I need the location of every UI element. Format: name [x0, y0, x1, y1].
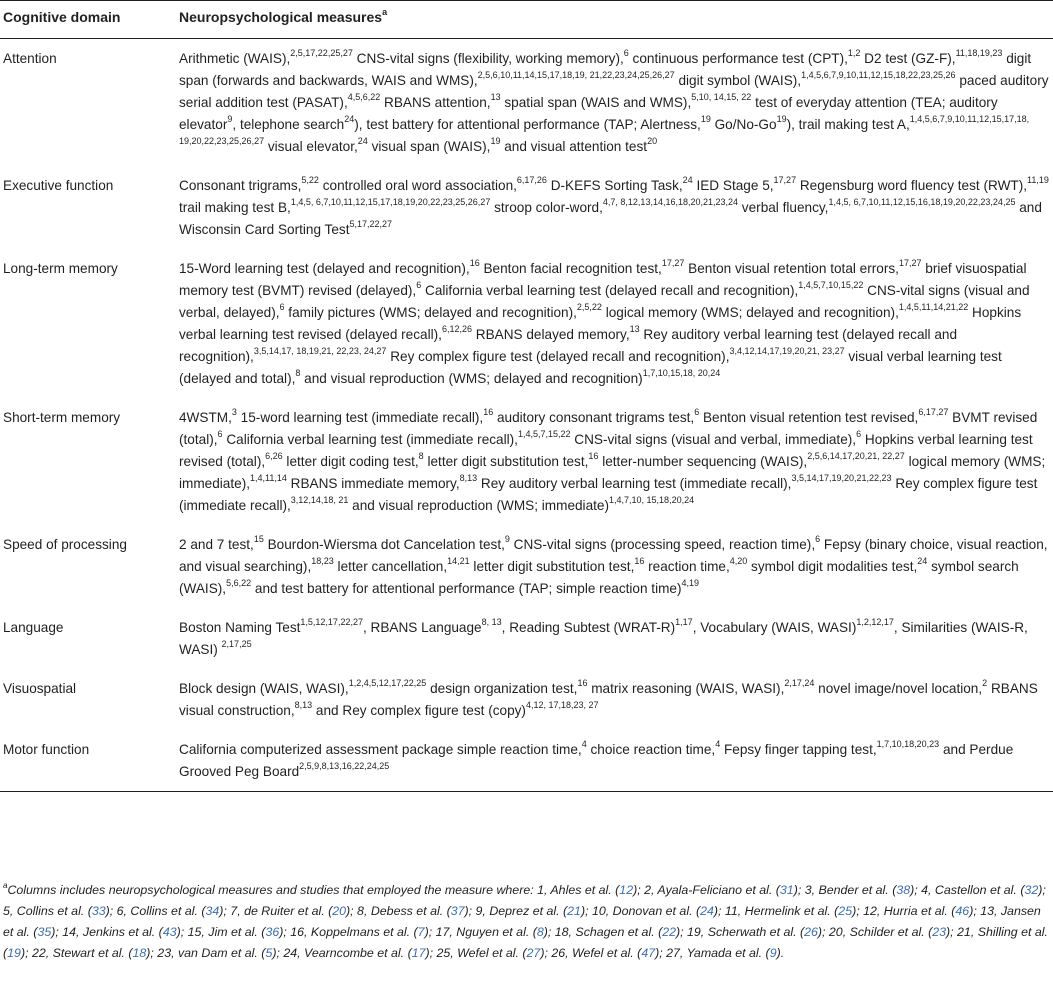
measure-text: novel image/novel location, [814, 681, 983, 696]
citation-superscript: 8 [418, 451, 424, 462]
measure-text: Rey auditory verbal learning test (delayed recall and recognition), [179, 327, 958, 364]
citation-superscript: 6 [815, 534, 821, 545]
measure-text: Block design (WAIS, WASI), [179, 681, 349, 696]
measure-text: stroop color-word, [490, 200, 603, 215]
measure-text: symbol search (WAIS), [179, 559, 1019, 596]
cognitive-domain-cell: Motor function [0, 730, 179, 792]
reference-link[interactable]: 34 [205, 904, 220, 918]
citation-superscript: 1,4,5,6,7,9,10,11,12,15,18,22,23,25,26 [801, 70, 956, 81]
table-row [0, 166, 1053, 249]
measure-text: Go/No-Go [710, 117, 777, 132]
cognitive-domain-cell: Short-term memory [3, 410, 121, 425]
citation-superscript: 17,27 [661, 258, 685, 269]
footnote-segment: ); 15, Jim et al. ( [176, 925, 266, 939]
citation-superscript: 3,5,14,17, 18,19,21, 22,23, 24,27 [253, 346, 387, 357]
citation-superscript: 8 [295, 368, 301, 379]
citation-superscript: 1,4,5,11,14,21,22 [898, 302, 969, 313]
measure-text: RBANS attention, [380, 95, 491, 110]
measure-text: matrix reasoning (WAIS, WASI), [587, 681, 785, 696]
measure-text: Hopkins verbal learning test revised (delayed recall), [179, 305, 1022, 342]
citation-superscript: 2,5,6,14,17,20,21, 22,27 [807, 451, 905, 462]
reference-link[interactable]: 21 [567, 904, 581, 918]
measure-text: verbal fluency, [738, 200, 829, 215]
citation-superscript: 11,18,19,23 [955, 48, 1003, 59]
header-footnote-marker: a [382, 7, 388, 18]
measure-text: letter cancellation, [333, 559, 448, 574]
footnote-marker: a [3, 880, 8, 890]
measure-text: controlled oral word association, [318, 178, 517, 193]
footnote-text [3, 880, 1048, 960]
citation-superscript: 19 [490, 136, 501, 147]
reference-link[interactable]: 25 [838, 904, 853, 918]
citation-superscript: 6 [623, 48, 629, 59]
footnote-segment: ); 4, Castellon et al. ( [910, 883, 1025, 897]
reference-link[interactable]: 38 [896, 883, 911, 897]
table-footnote [3, 880, 1051, 964]
table-row [0, 608, 1053, 669]
reference-link[interactable]: 20 [332, 904, 347, 918]
reference-link[interactable]: 33 [91, 904, 106, 918]
table-row [0, 669, 1053, 730]
table-row [0, 39, 1053, 167]
measure-text: digit span (forwards and backwards, WAIS and WMS), [179, 51, 1032, 88]
measure-text: 2 and 7 test, [179, 537, 254, 552]
reference-link[interactable]: 8 [536, 925, 544, 939]
measures-cell [179, 525, 1053, 608]
citation-superscript: 4,7, 8,12,13,14,16,18,20,21,23,24 [602, 197, 739, 208]
citation-superscript: 2,5,17,22,25,27 [290, 48, 353, 59]
measure-text: CNS-vital signs (visual and verbal, immediate), [570, 432, 857, 447]
measure-text: D-KEFS Sorting Task, [546, 178, 683, 193]
table-row [0, 730, 1053, 792]
measure-text: trail making test B, [179, 200, 291, 215]
footnote-segment: ); 5, Collins et al. ( [3, 883, 1046, 918]
cognitive-domain-cell: Language [3, 620, 64, 635]
measure-text: , Reading Subtest (WRAT-R) [501, 620, 676, 635]
citation-superscript: 1,2 [847, 48, 861, 59]
measure-text: and Perdue Grooved Peg Board [179, 742, 1014, 779]
citation-superscript: 4 [715, 739, 721, 750]
measure-text: symbol digit modalities test, [747, 559, 918, 574]
measure-text: Rey auditory verbal learning test (immediate recall), [477, 476, 792, 491]
table-header-row [0, 1, 1053, 39]
citation-superscript: 18,23 [311, 556, 334, 567]
citation-superscript: 8, 13 [481, 617, 502, 628]
measure-text: 4WSTM, [179, 410, 232, 425]
citation-superscript: 6,12,26 [441, 324, 472, 335]
reference-link[interactable]: 12 [619, 883, 634, 897]
cognitive-domain-cell: Executive function [3, 178, 114, 193]
measure-text: RBANS visual construction, [179, 681, 1038, 718]
reference-link[interactable]: 24 [700, 904, 714, 918]
citation-superscript: 17,27 [773, 175, 797, 186]
measure-text: brief visuospatial memory test (BVMT) revised (delayed), [179, 261, 1027, 298]
citation-superscript: 13 [629, 324, 640, 335]
measure-text: Fepsy finger tapping test, [720, 742, 877, 757]
measure-text: 15-Word learning test (delayed and recognition), [179, 261, 470, 276]
footnote-segment: ); 14, Jenkins et al. ( [51, 925, 163, 939]
measure-text: digit symbol (WAIS), [674, 73, 802, 88]
reference-link[interactable]: 18 [132, 946, 147, 960]
citation-superscript: 9 [227, 114, 233, 125]
footnote-segment: ); 26, Wefel et al. ( [540, 946, 642, 960]
measure-text: D2 test (GZ-F), [860, 51, 956, 66]
measure-text: letter digit substitution test, [423, 454, 589, 469]
measure-text: continuous performance test (CPT), [628, 51, 848, 66]
citation-superscript: 5,10, 14,15, 22 [691, 92, 752, 103]
citation-superscript: 16 [588, 451, 599, 462]
measure-text: design organization test, [426, 681, 578, 696]
measure-text: ), trail making test A, [786, 117, 910, 132]
citation-superscript: 3,4,12,14,17,19,20,21, 23,27 [729, 346, 845, 357]
citation-superscript: 2,17,24 [784, 678, 815, 689]
reference-link[interactable]: 35 [37, 925, 52, 939]
citation-superscript: 8,13 [459, 473, 478, 484]
footnote-segment: ); 9, Deprez et al. ( [464, 904, 568, 918]
footnote-segment: ); 18, Schagen et al. ( [543, 925, 663, 939]
measure-text: auditory consonant trigrams test, [493, 410, 695, 425]
measure-text: visual span (WAIS), [367, 139, 491, 154]
citation-superscript: 24 [917, 556, 928, 567]
citation-superscript: 6,26 [265, 451, 283, 462]
citation-superscript: 6 [217, 429, 223, 440]
measure-text: and visual reproduction (WMS; immediate) [348, 498, 610, 513]
footnote-segment: ); 23, van Dam et al. ( [146, 946, 266, 960]
reference-link[interactable]: 46 [955, 904, 970, 918]
citation-superscript: 5,17,22,27 [349, 219, 393, 230]
measures-cell [179, 398, 1053, 525]
measure-text: Boston Naming Test [179, 620, 301, 635]
measure-text: BVMT revised (total), [179, 410, 1038, 447]
citation-superscript: 24 [357, 136, 368, 147]
cognitive-domain-cell: Visuospatial [3, 681, 77, 696]
header-neuropsychological-measures [179, 1, 1053, 39]
citation-superscript: 1,4,5,6,7,9,10,11,12,15,17,18, 19,20,22,23,25,26,27 [179, 114, 1030, 147]
measure-text: Rey complex figure test (delayed recall and recognition), [386, 349, 730, 364]
footnote-segment: ); 27, Yamada et al. ( [655, 946, 770, 960]
citation-superscript: 6 [856, 429, 862, 440]
citation-superscript: 6,17,26 [516, 175, 547, 186]
citation-superscript: 4,20 [729, 556, 748, 567]
citation-superscript: 19 [700, 114, 711, 125]
citation-superscript: 4 [581, 739, 587, 750]
table-body [0, 39, 1053, 792]
measure-text: IED Stage 5, [692, 178, 774, 193]
reference-link[interactable]: 47 [641, 946, 656, 960]
measure-text: RBANS delayed memory, [471, 327, 630, 342]
reference-link[interactable]: 32 [1024, 883, 1039, 897]
measure-text: Benton visual retention test revised, [699, 410, 919, 425]
citation-superscript: 19 [776, 114, 787, 125]
header-cognitive-domain: Cognitive domain [0, 1, 179, 39]
measure-text: California computerized assessment package simple reaction time, [179, 742, 582, 757]
citation-superscript: 1,2,12,17 [856, 617, 894, 628]
reference-link[interactable]: 9 [769, 946, 777, 960]
citation-superscript: 1,4,11,14 [250, 473, 287, 484]
reference-link[interactable]: 5 [265, 946, 273, 960]
citation-superscript: 4,12, 17,18,23, 27 [525, 700, 599, 711]
citation-superscript: 1,2,4,5,12,17,22,25 [348, 678, 427, 689]
citation-superscript: 5,22 [301, 175, 319, 186]
citation-superscript: 6 [416, 280, 422, 291]
reference-link[interactable]: 37 [450, 904, 465, 918]
measure-text: visual elevator, [264, 139, 358, 154]
citation-superscript: 1,17 [675, 617, 693, 628]
cognitive-domain-cell: Long-term memory [3, 261, 118, 276]
measure-text: Bourdon-Wiersma dot Cancelation test, [263, 537, 505, 552]
measures-cell [179, 249, 1053, 398]
reference-link[interactable]: 19 [7, 946, 21, 960]
measure-text: Regensburg word fluency test (RWT), [796, 178, 1028, 193]
measure-text: RBANS immediate memory, [286, 476, 460, 491]
reference-link[interactable]: 43 [162, 925, 177, 939]
measure-text: , Similarities (WAIS-R, WASI) [179, 620, 1028, 657]
measure-text: , RBANS Language [362, 620, 482, 635]
footnote-segment: ); 8, Debess et al. ( [346, 904, 451, 918]
measures-cell [179, 39, 1053, 167]
reference-link[interactable]: 27 [526, 946, 541, 960]
footnote-segment: ); 25, Wefel et al. ( [425, 946, 527, 960]
measure-text: CNS-vital signs (visual and verbal, delayed), [179, 283, 1030, 320]
measure-text: choice reaction time, [586, 742, 716, 757]
measure-text: 15-word learning test (immediate recall), [236, 410, 484, 425]
citation-superscript: 1,4,5,7,15,22 [517, 429, 571, 440]
table-row [0, 398, 1053, 525]
measure-text: letter digit coding test, [282, 454, 419, 469]
measure-text: Hopkins verbal learning test revised (total), [179, 432, 1033, 469]
footnote-segment: ); 2, Ayala-Feliciano et al. ( [633, 883, 780, 897]
citation-superscript: 1,4,5,7,10,15,22 [798, 280, 864, 291]
citation-superscript: 6 [279, 302, 285, 313]
measure-text: and Rey complex figure test (copy) [312, 703, 526, 718]
footnote-segment: ); 19, Scherwath et al. ( [676, 925, 805, 939]
measure-text: Benton facial recognition test, [479, 261, 662, 276]
reference-link[interactable]: 23 [932, 925, 947, 939]
measure-text: logical memory (WMS; immediate), [179, 454, 1046, 491]
measure-text: letter-number sequencing (WAIS), [598, 454, 808, 469]
measure-text: and Wisconsin Card Sorting Test [179, 200, 1042, 237]
citation-superscript: 15 [253, 534, 264, 545]
measure-text: CNS-vital signs (processing speed, reaction time), [509, 537, 816, 552]
reference-link[interactable]: 31 [779, 883, 794, 897]
footnote-segment: ); 12, Hurria et al. ( [852, 904, 956, 918]
citation-superscript: 20 [647, 136, 658, 147]
reference-link[interactable]: 7 [417, 925, 425, 939]
measure-text: and visual attention test [500, 139, 648, 154]
citation-superscript: 1,7,10,15,18, 20,24 [642, 368, 721, 379]
citation-superscript: 11,19 [1027, 175, 1049, 186]
citation-superscript: 2 [982, 678, 988, 689]
citation-superscript: 9 [504, 534, 510, 545]
measure-text: Rey complex figure test (immediate recall), [179, 476, 1038, 513]
citation-superscript: 5,6,22 [226, 578, 252, 589]
measure-text: paced auditory serial addition test (PASAT), [179, 73, 1049, 110]
citation-superscript: 4,19 [681, 578, 700, 589]
measure-text: logical memory (WMS; delayed and recognition), [601, 305, 899, 320]
citation-superscript: 1,4,5, 6,7,10,11,12,15,16,18,19,20,22,23,24,25 [828, 197, 1016, 208]
citation-superscript: 2,17,25 [221, 639, 252, 650]
citation-superscript: 24 [682, 175, 693, 186]
measure-text: letter digit substitution test, [469, 559, 635, 574]
footnote-segment: ); 20, Schilder et al. ( [817, 925, 933, 939]
footnote-segment: ); 17, Nguyen et al. ( [424, 925, 537, 939]
citation-superscript: 1,4,5, 6,7,10,11,12,15,17,18,19,20,22,23,25,26,27 [290, 197, 491, 208]
table-row [0, 249, 1053, 398]
measure-text: , telephone search [232, 117, 345, 132]
citation-superscript: 3 [231, 407, 237, 418]
footnote-segment: ); 6, Collins et al. ( [105, 904, 206, 918]
measure-text: Benton visual retention total errors, [684, 261, 899, 276]
citation-superscript: 6 [694, 407, 700, 418]
measure-text: Arithmetic (WAIS), [179, 51, 291, 66]
reference-link[interactable]: 36 [265, 925, 280, 939]
cognitive-domain-cell: Attention [3, 51, 57, 66]
reference-link[interactable]: 22 [662, 925, 677, 939]
measure-text: spatial span (WAIS and WMS), [500, 95, 692, 110]
measures-cell [179, 730, 1053, 792]
citation-superscript: 17,27 [898, 258, 922, 269]
citation-superscript: 4,5,6,22 [347, 92, 381, 103]
header-measures-label: Neuropsychological measures [179, 9, 383, 25]
measure-text: California verbal learning test (delayed recall and recognition), [421, 283, 799, 298]
measure-text: and visual reproduction (WMS; delayed and recognition) [300, 371, 643, 386]
measure-text: ), test battery for attentional performance (TAP; Alertness, [354, 117, 701, 132]
footnote-segment: ); 10, Donovan et al. ( [580, 904, 701, 918]
measures-cell [179, 608, 1053, 669]
citation-superscript: 8,13 [294, 700, 313, 711]
measure-text: CNS-vital signs (flexibility, working memory), [352, 51, 624, 66]
measure-text: test of everyday attention (TEA; auditory elevator [179, 95, 998, 132]
reference-link[interactable]: 26 [804, 925, 818, 939]
citation-superscript: 3,12,14,18, 21 [290, 495, 349, 506]
reference-link[interactable]: 17 [411, 946, 426, 960]
measure-text: California verbal learning test (immediate recall), [222, 432, 518, 447]
citation-superscript: 13 [490, 92, 501, 103]
footnote-segment: ); 13, Jansen et al. ( [3, 904, 1041, 939]
citation-superscript: 16 [469, 258, 480, 269]
footnote-segment: ); 21, Shilling et al. ( [3, 925, 1048, 960]
measure-text: family pictures (WMS; delayed and recognition), [284, 305, 577, 320]
citation-superscript: 16 [634, 556, 645, 567]
footnote-segment: ). [776, 946, 785, 960]
measure-text: , Vocabulary (WAIS, WASI) [692, 620, 857, 635]
citation-superscript: 24 [344, 114, 355, 125]
footnote-segment: Columns includes neuropsychological measures and studies that employed the measure where: 1, Ahles et al. ( [7, 883, 620, 897]
footnote-segment: ); 24, Vearncombe et al. ( [272, 946, 412, 960]
cognitive-domain-cell: Speed of processing [3, 537, 127, 552]
measures-cell [179, 669, 1053, 730]
footnote-segment: ); 16, Koppelmans et al. ( [279, 925, 418, 939]
measures-cell [179, 166, 1053, 249]
citation-superscript: 14,21 [447, 556, 470, 567]
citation-superscript: 16 [577, 678, 588, 689]
citation-superscript: 1,5,12,17,22,27 [300, 617, 363, 628]
measure-text: visual verbal learning test (delayed and total), [179, 349, 1002, 386]
citation-superscript: 2,5,9,8,13,16,22,24,25 [299, 761, 390, 772]
footnote-segment: ); 11, Hermelink et al. ( [713, 904, 839, 918]
citation-superscript: 6,17,27 [918, 407, 949, 418]
measure-text: and test battery for attentional performance (TAP; simple reaction time) [251, 581, 682, 596]
citation-superscript: 3,5,14,17,19,20,21,22,23 [791, 473, 892, 484]
measure-text: reaction time, [644, 559, 730, 574]
citation-superscript: 2,5,22 [576, 302, 602, 313]
citation-superscript: 1,7,10,18,20,23 [876, 739, 940, 750]
table-row [0, 525, 1053, 608]
measure-text: Fepsy (binary choice, visual reaction, and visual searching), [179, 537, 1048, 574]
citation-superscript: 16 [483, 407, 494, 418]
citation-superscript: 2,5,6,10,11,14,15,17,18,19, 21,22,23,24,25,26,27 [477, 70, 675, 81]
measure-text: Consonant trigrams, [179, 178, 302, 193]
citation-superscript: 1,4,7,10, 15,18,20,24 [609, 495, 695, 506]
footnote-segment: ); 22, Stewart et al. ( [20, 946, 133, 960]
footnote-segment: ); 7, de Ruiter et al. ( [219, 904, 333, 918]
footnote-segment: ); 3, Bender et al. ( [793, 883, 897, 897]
